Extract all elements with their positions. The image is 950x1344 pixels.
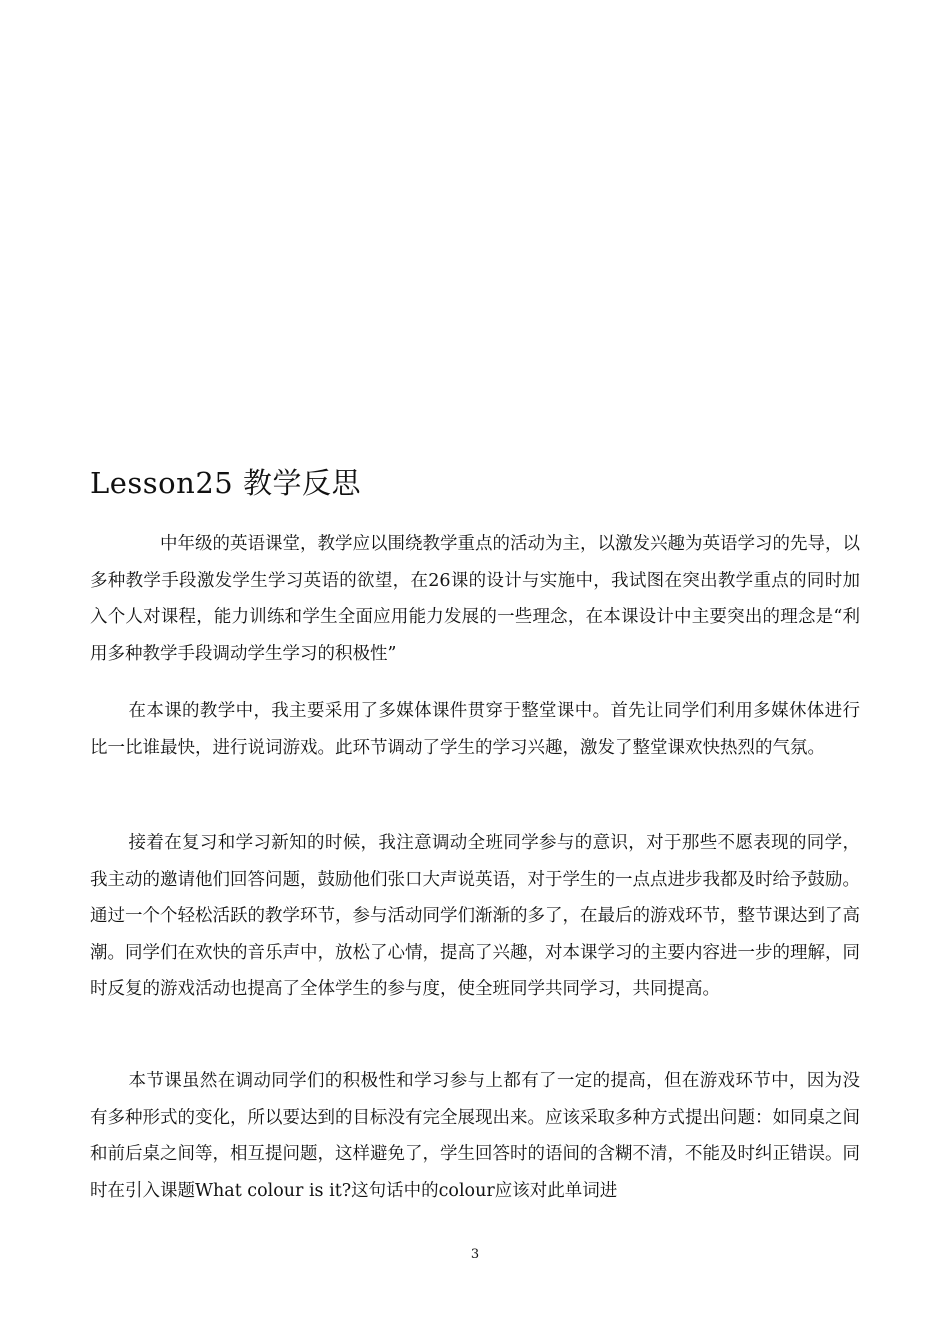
paragraph-2: 在本课的教学中，我主要采用了多媒体课件贯穿于整堂课中。首先让同学们利用多媒休体进行比一比谁最快，进行说词游戏。此环节调动了学生的学习兴趣，激发了整堂课欢快热烈的气氛。: [90, 701, 860, 758]
paragraph-1: 中年级的英语课堂，教学应以围绕教学重点的活动为主，以激发兴趣为英语学习的先导，以多种教学手段激发学生学习英语的欲望，在26课的设计与实施中，我试图在突出教学重点的同时加入个人对课程，能力训练和学生全面应用能力发展的一些理念，在本课设计中主要突出的理念是“利用多种教学手段调动学生学习的积极性”: [90, 534, 860, 664]
page-number: 3: [470, 1247, 480, 1262]
paragraph-4: 本节课虽然在调动同学们的积极性和学习参与上都有了一定的提高，但在游戏环节中，因为没有多种形式的变化，所以要达到的目标没有完全展现出来。应该采取多种方式提出问题：如同桌之间和前后桌之间等，相互提问题，这样避免了，学生回答时的语间的含糊不清，不能及时纠正错误。同时在引入课题What colour is it?这句话中的colour应该对此单词进: [90, 1071, 860, 1201]
document-title: Lesson25 教学反思: [90, 466, 361, 500]
paragraph-3: 接着在复习和学习新知的时候，我注意调动全班同学参与的意识，对于那些不愿表现的同学，我主动的邀请他们回答问题，鼓励他们张口大声说英语，对于学生的一点点进步我都及时给予鼓励。通过一个个轻松活跃的教学环节，参与活动同学们渐渐的多了，在最后的游戏环节，整节课达到了高潮。同学们在欢快的音乐声中，放松了心情，提高了兴趣，对本课学习的主要内容进一步的理解，同时反复的游戏活动也提高了全体学生的参与度，使全班同学共同学习，共同提高。: [90, 833, 860, 999]
